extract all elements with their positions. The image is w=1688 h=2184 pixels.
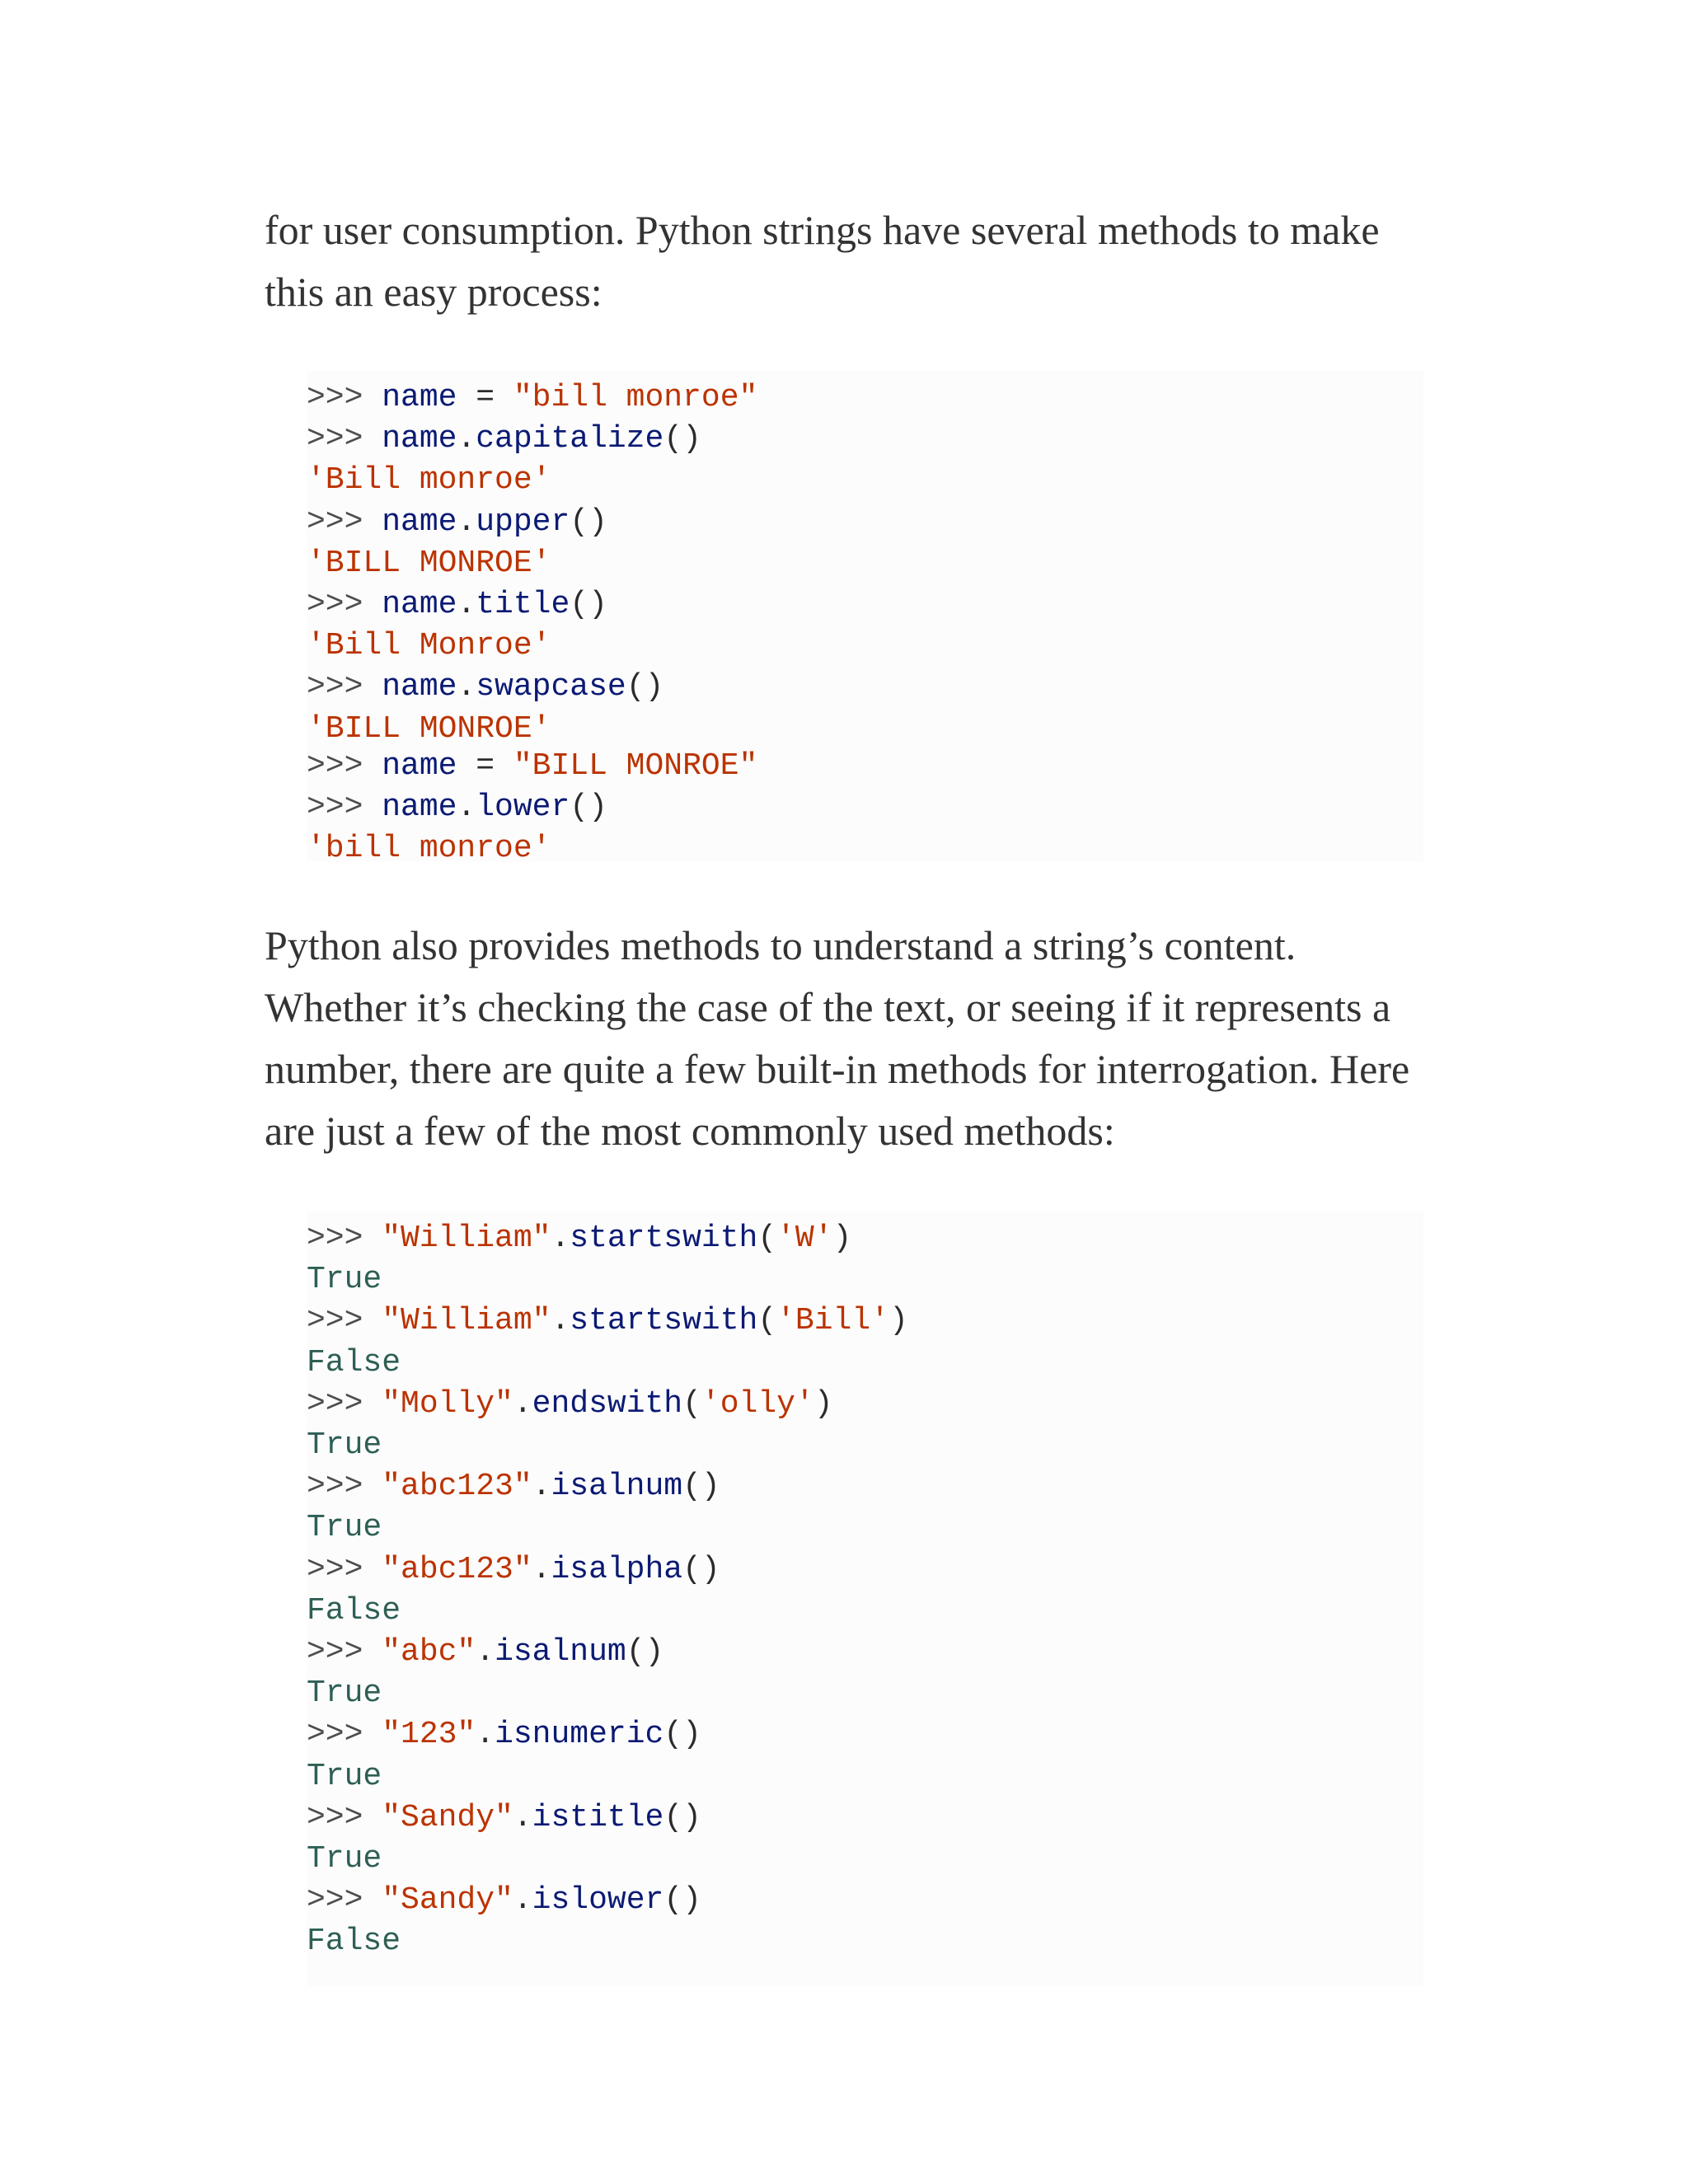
code-token-ident: name bbox=[382, 587, 457, 622]
code-token-punct: () bbox=[682, 1551, 720, 1587]
code-token-bool: False bbox=[307, 1592, 401, 1629]
prompt-marker: >>> bbox=[307, 669, 382, 705]
code-token-punct: = bbox=[457, 380, 513, 415]
code-token-punct: () bbox=[663, 1882, 701, 1919]
code-output-line bbox=[307, 709, 551, 750]
code-token-punct: () bbox=[626, 669, 664, 705]
code-token-ident: title bbox=[476, 587, 570, 622]
code-output-line bbox=[307, 1673, 382, 1714]
code-output-line bbox=[307, 543, 551, 584]
code-output-line bbox=[307, 1591, 401, 1632]
code-token-str: "Sandy" bbox=[382, 1882, 513, 1919]
code-output-line bbox=[307, 460, 551, 501]
prompt-marker: >>> bbox=[307, 1882, 382, 1919]
code-token-punct: . bbox=[551, 1221, 570, 1256]
code-token-punct: () bbox=[570, 790, 607, 825]
prompt-marker: >>> bbox=[307, 1634, 382, 1670]
code-token-punct: ) bbox=[889, 1303, 908, 1339]
code-token-ident: endswith bbox=[532, 1385, 683, 1422]
code-token-ident: startswith bbox=[570, 1303, 758, 1339]
code-input-line bbox=[307, 1549, 720, 1591]
code-token-bool: True bbox=[307, 1262, 382, 1298]
code-token-punct: . bbox=[513, 1385, 532, 1422]
code-token-punct: . bbox=[476, 1717, 495, 1753]
code-token-bool: True bbox=[307, 1427, 382, 1463]
code-token-ident: swapcase bbox=[476, 669, 626, 705]
code-token-ident: isalnum bbox=[495, 1634, 626, 1670]
code-token-punct: = bbox=[457, 748, 513, 784]
code-token-ident: capitalize bbox=[476, 421, 664, 457]
code-input-line bbox=[307, 1218, 851, 1259]
intro-line: this an easy process: bbox=[265, 269, 603, 315]
code-token-str: "William" bbox=[382, 1221, 551, 1256]
code-token-out: 'Bill monroe' bbox=[307, 462, 551, 499]
code-token-str: "Sandy" bbox=[382, 1799, 513, 1835]
code-token-str: "abc123" bbox=[382, 1469, 532, 1505]
code-output-line bbox=[307, 1756, 382, 1797]
code-token-punct: ( bbox=[757, 1221, 777, 1256]
code-token-bool: True bbox=[307, 1758, 382, 1794]
code-output-line bbox=[307, 1839, 382, 1880]
code-block-case-methods bbox=[307, 371, 1423, 866]
content-line: Whether it’s checking the case of the text, or seeing if it represents a bbox=[265, 984, 1391, 1030]
code-token-ident: name bbox=[382, 790, 457, 825]
code-input-line bbox=[307, 1797, 701, 1839]
code-token-str: "bill monroe" bbox=[513, 380, 758, 415]
code-token-punct: . bbox=[457, 669, 476, 705]
code-token-punct: () bbox=[570, 587, 607, 622]
prompt-marker: >>> bbox=[307, 1469, 382, 1505]
prompt-marker: >>> bbox=[307, 790, 382, 825]
code-token-ident: islower bbox=[532, 1882, 664, 1919]
code-output-line bbox=[307, 1343, 401, 1384]
prompt-marker: >>> bbox=[307, 1303, 382, 1339]
code-token-bool: True bbox=[307, 1675, 382, 1712]
code-token-str: "123" bbox=[382, 1717, 476, 1753]
code-output-line bbox=[307, 1425, 382, 1466]
code-token-punct: . bbox=[532, 1551, 551, 1587]
code-token-punct: () bbox=[663, 421, 701, 457]
prompt-marker: >>> bbox=[307, 380, 382, 415]
code-token-punct: () bbox=[663, 1717, 701, 1753]
prompt-marker: >>> bbox=[307, 1551, 382, 1587]
code-token-punct: () bbox=[570, 504, 607, 540]
prompt-marker: >>> bbox=[307, 748, 382, 784]
code-token-ident: name bbox=[382, 748, 457, 784]
code-token-out: 'Bill Monroe' bbox=[307, 628, 551, 664]
code-token-punct: . bbox=[476, 1634, 495, 1670]
code-input-line bbox=[307, 1466, 720, 1507]
code-token-punct: . bbox=[551, 1303, 570, 1339]
code-token-punct: . bbox=[457, 421, 476, 457]
code-token-bool: False bbox=[307, 1924, 401, 1960]
code-token-str: "abc" bbox=[382, 1634, 476, 1670]
code-token-bool: False bbox=[307, 1344, 401, 1380]
code-token-punct: () bbox=[626, 1634, 664, 1670]
code-token-punct: . bbox=[513, 1799, 532, 1835]
code-input-line bbox=[307, 1714, 701, 1755]
content-line: number, there are quite a few built-in methods for interrogation. Here bbox=[265, 1046, 1410, 1092]
intro-paragraph bbox=[265, 199, 1435, 323]
code-token-out: 'BILL MONROE' bbox=[307, 545, 551, 581]
prompt-marker: >>> bbox=[307, 1717, 382, 1753]
code-input-line bbox=[307, 667, 663, 708]
code-token-punct: ) bbox=[814, 1385, 833, 1422]
code-output-line bbox=[307, 1507, 382, 1549]
content-line: Python also provides methods to understand a string’s content. bbox=[265, 922, 1296, 968]
prompt-marker: >>> bbox=[307, 504, 382, 540]
code-input-line bbox=[307, 584, 607, 626]
code-input-line bbox=[307, 419, 701, 460]
code-token-ident: isnumeric bbox=[495, 1717, 664, 1753]
code-token-str: "Molly" bbox=[382, 1385, 513, 1422]
code-token-str: 'olly' bbox=[701, 1385, 814, 1422]
prompt-marker: >>> bbox=[307, 1221, 382, 1256]
code-token-ident: name bbox=[382, 380, 457, 415]
code-token-punct: . bbox=[532, 1469, 551, 1505]
code-token-str: "BILL MONROE" bbox=[513, 748, 758, 784]
code-token-ident: name bbox=[382, 421, 457, 457]
content-paragraph bbox=[265, 915, 1435, 1162]
code-token-str: "abc123" bbox=[382, 1551, 532, 1587]
code-token-punct: ( bbox=[682, 1385, 701, 1422]
code-input-line bbox=[307, 787, 607, 828]
code-token-punct: . bbox=[457, 790, 476, 825]
code-token-ident: lower bbox=[476, 790, 570, 825]
code-token-punct: () bbox=[663, 1799, 701, 1835]
code-output-line bbox=[307, 1259, 382, 1301]
code-token-str: 'Bill' bbox=[776, 1303, 889, 1339]
code-input-line bbox=[307, 1632, 663, 1673]
code-input-line bbox=[307, 1384, 833, 1425]
code-token-punct: () bbox=[682, 1469, 720, 1505]
code-token-bool: True bbox=[307, 1841, 382, 1877]
code-input-line bbox=[307, 377, 757, 419]
code-input-line bbox=[307, 746, 757, 787]
code-input-line bbox=[307, 502, 607, 543]
code-token-ident: startswith bbox=[570, 1221, 758, 1256]
code-token-out: 'bill monroe' bbox=[307, 831, 551, 866]
code-token-punct: . bbox=[457, 504, 476, 540]
code-token-punct: . bbox=[457, 587, 476, 622]
code-token-out: 'BILL MONROE' bbox=[307, 710, 551, 747]
code-token-str: 'W' bbox=[776, 1221, 833, 1256]
prompt-marker: >>> bbox=[307, 1799, 382, 1835]
code-token-punct: ( bbox=[757, 1303, 777, 1339]
prompt-marker: >>> bbox=[307, 1385, 382, 1422]
prompt-marker: >>> bbox=[307, 587, 382, 622]
code-token-ident: isalnum bbox=[551, 1469, 683, 1505]
intro-line: for user consumption. Python strings have several methods to make bbox=[265, 207, 1380, 253]
code-token-ident: isalpha bbox=[551, 1551, 683, 1587]
code-token-ident: name bbox=[382, 669, 457, 705]
code-output-line bbox=[307, 626, 551, 667]
code-token-ident: upper bbox=[476, 504, 570, 540]
code-token-str: "William" bbox=[382, 1303, 551, 1339]
code-token-ident: istitle bbox=[532, 1799, 664, 1835]
prompt-marker: >>> bbox=[307, 421, 382, 457]
code-block-interrogation-methods bbox=[307, 1212, 1423, 1986]
code-token-punct: ) bbox=[832, 1221, 852, 1256]
code-token-bool: True bbox=[307, 1510, 382, 1546]
code-input-line bbox=[307, 1880, 701, 1921]
code-input-line bbox=[307, 1301, 908, 1342]
content-line: are just a few of the most commonly used methods: bbox=[265, 1108, 1115, 1154]
code-output-line bbox=[307, 828, 551, 869]
code-token-ident: name bbox=[382, 504, 457, 540]
code-token-punct: . bbox=[513, 1882, 532, 1919]
code-output-line bbox=[307, 1921, 401, 1962]
